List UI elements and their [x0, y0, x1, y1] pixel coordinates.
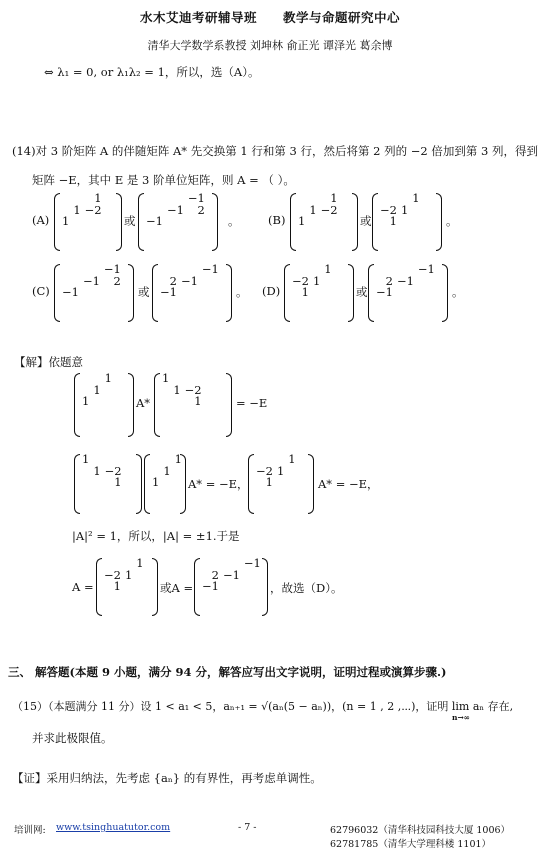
option-c-label: (C) — [32, 284, 50, 298]
end-a: 。 — [228, 214, 240, 228]
sol-eq2-matrix-3: 1 −2 1 1 — [248, 454, 314, 514]
section3-title: 三、 解答题(本题 9 小题，满分 94 分，解答应写出文字说明，证明过程或演算步骤.) — [8, 665, 447, 679]
proof-line: 【证】采用归纳法，先考虑 {aₙ} 的有界性，再考虑单调性。 — [12, 771, 322, 785]
footer-phone1: 62796032（清华科技园科技大厦 1006） — [330, 825, 511, 836]
matrix-a1: 1 1 −2 1 — [54, 193, 122, 251]
sol-eq2-end: A* = −E， — [318, 477, 379, 491]
or-a: 或 — [124, 214, 136, 228]
q15-line1: （15）（本题满分 11 分）设 1 < a₁ < 5，aₙ₊₁ = √(aₙ(5 − aₙ))，(n = 1 , 2 ,⋯)，证明 lim aₙ 存在, — [12, 700, 514, 713]
footer-phone2: 62781785（清华大学理科楼 1101） — [330, 839, 492, 850]
sol-answer-matrix-2: −1 2 −1 −1 — [194, 558, 268, 616]
sol-det-line: |A|² = 1，所以，|A| = ±1.于是 — [72, 529, 240, 543]
sol-eq2-matrix-2: 1 1 1 — [144, 454, 186, 514]
sol-conclude: ，故选（D）。 — [270, 581, 343, 595]
page-number: - 7 - — [238, 822, 257, 833]
or-b: 或 — [360, 214, 372, 228]
option-b-label: (B) — [268, 213, 286, 227]
q14-line1: (14)对 3 阶矩阵 A 的伴随矩阵 A* 先交换第 1 行和第 3 行，然后将第 2 列的 −2 倍加到第 3 列，得到 — [12, 144, 538, 158]
option-d-label: (D) — [262, 284, 281, 298]
or-c: 或 — [138, 285, 150, 299]
matrix-c1: −1 −1 2 −1 — [54, 264, 134, 322]
sol-eq1-astar: A* — [136, 396, 151, 410]
matrix-d2: −1 2 −1 −1 — [368, 264, 448, 322]
q14-line2: 矩阵 −E，其中 E 是 3 阶单位矩阵，则 A = （ ）。 — [32, 173, 295, 187]
sol-eq1-matrix-left: 1 1 1 — [74, 373, 134, 437]
sol-or-a: 或A = — [160, 581, 194, 595]
solution-label: 【解】依题意 — [14, 355, 83, 369]
or-d: 或 — [356, 285, 368, 299]
footer-url-link[interactable]: www.tsinghuatutor.com — [56, 822, 171, 833]
end-b: 。 — [446, 214, 458, 228]
q15-lim-sub: n→∞ — [452, 713, 470, 722]
sol-eq2-matrix-1: 1 1 −2 1 — [74, 454, 142, 514]
end-c: 。 — [236, 285, 248, 299]
matrix-b1: 1 1 −2 1 — [290, 193, 358, 251]
matrix-c2: −1 2 −1 −1 — [152, 264, 232, 322]
sol-eq2-mid: A* = −E， — [188, 477, 249, 491]
previous-answer-line: ⇔ λ₁ = 0, or λ₁λ₂ = 1，所以，选（A）。 — [44, 65, 260, 79]
matrix-d1: 1 −2 1 1 — [284, 264, 354, 322]
sol-eq1-rhs: = −E — [236, 396, 268, 410]
q15-line2: 并求此极限值。 — [32, 731, 113, 745]
footer-label: 培训网: — [14, 825, 46, 836]
header-title: 水木艾迪考研辅导班 教学与命题研究中心 — [139, 10, 400, 25]
header-authors: 清华大学数学系教授 刘坤林 俞正光 谭泽光 葛余博 — [147, 39, 393, 52]
matrix-a2: −1 −1 2 −1 — [138, 193, 218, 251]
option-a-label: (A) — [32, 213, 50, 227]
sol-eq1-matrix-right: 1 1 −2 1 — [154, 373, 232, 437]
end-d: 。 — [452, 285, 464, 299]
matrix-b2: 1 −2 1 1 — [372, 193, 442, 251]
sol-answer-matrix-1: 1 −2 1 1 — [96, 558, 158, 616]
sol-a-eq: A = — [72, 580, 94, 594]
